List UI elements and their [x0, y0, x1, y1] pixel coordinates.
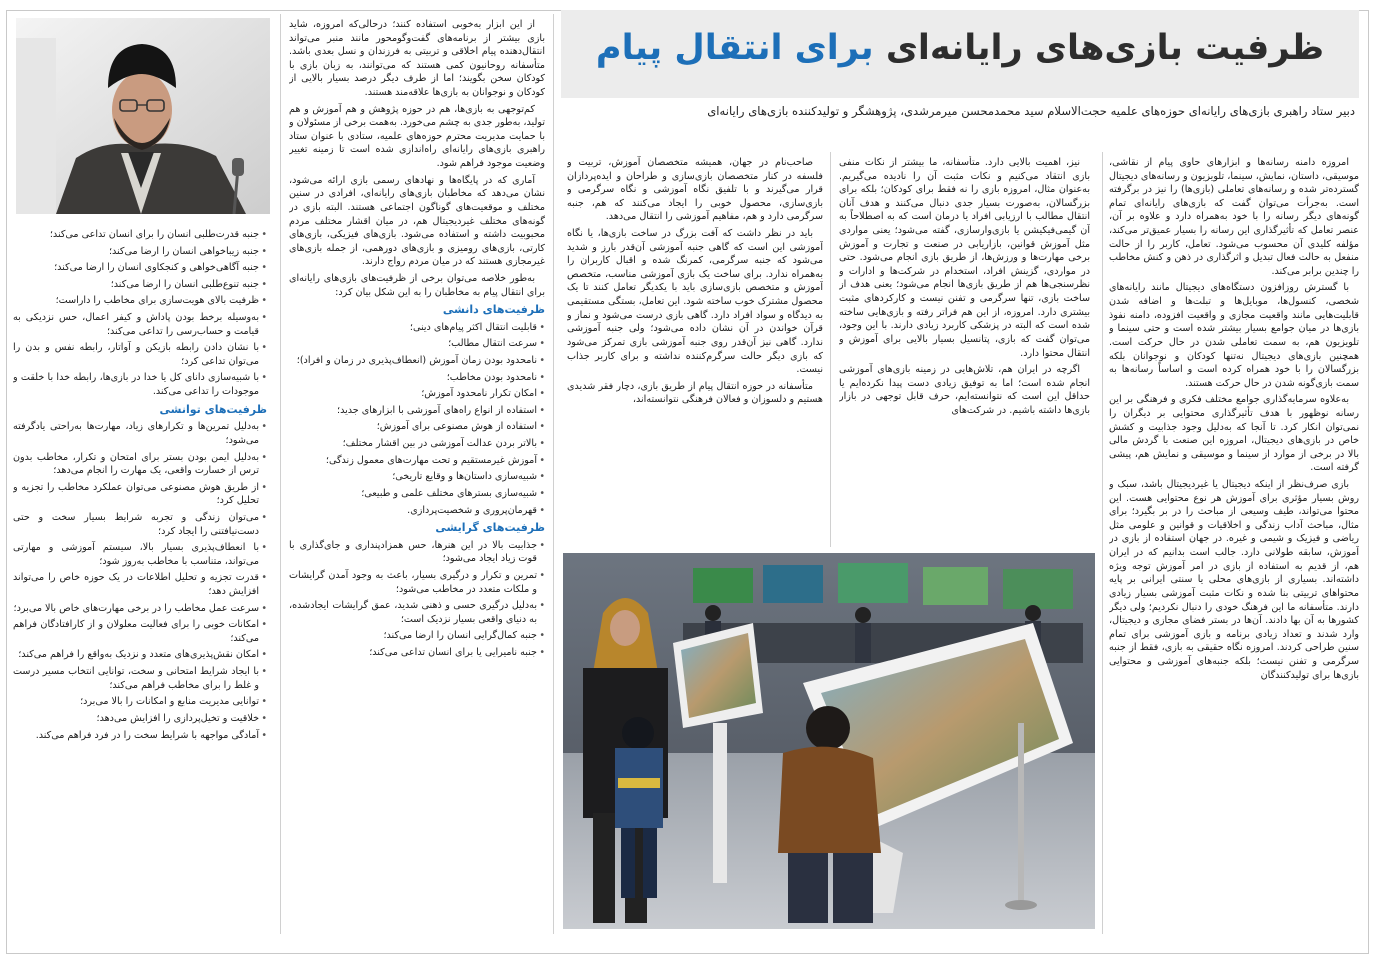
list-item: • توانایی مدیریت منابع و امکانات را بالا می‌برد؛: [13, 695, 267, 709]
list-item: • جنبه زیباخواهی انسان را ارضا می‌کند؛: [13, 245, 267, 259]
list-item: • استفاده از هوش مصنوعی برای آموزش؛: [289, 420, 545, 434]
list-item: • جنبه کمال‌گرایی انسان را ارضا می‌کند؛: [289, 629, 545, 643]
list-item: • تمرین و تکرار و درگیری بسیار، باعث به وجود آمدن گرایشات و ملکات متعدد در مخاطب می‌شود؛: [289, 569, 545, 596]
column-divider: [280, 14, 281, 934]
paragraph: نیز، اهمیت بالایی دارد. متأسفانه، ما بیشتر از نکات منفی بازی انتقاد می‌کنیم و نکات مثبت آن را نادیده می‌گیریم. به‌عنوان مثال، امروزه بازی را نه فقط برای کودکان؛ بلکه برای بزرگسالان، به‌صورت بسیار جدی دنبال می‌کنند و هدف آنان انتقال مطالب با ارزیابی افراد یا درمان است که به اصطلاحاً به آن گیمی‌فیکیشن یا بازی‌وارسازی، گفته می‌شود؛ یعنی مواردی مثل آموزش قوانین، بازاریابی در صنعت و تجارت و آموزش برخی مهارت‌ها و ورزش‌ها، از طریق بازی انجام می‌شود. حتی در مواردی، گزینش افراد، استخدام در شرکت‌ها و ادارات و نظرسنجی‌ها هم از طریق بازی‌ها انجام می‌شود؛ یعنی هدف از ساخت بازی، تنها سرگرمی و تفنن نیست و کارکردهای مثبت بیشتری دارد. امروزه، از این هم فراتر رفته و بازی‌هایی ساخته شده است که البته در پزشکی کاربرد زیادی دارند. با این وجود، می‌توان گفت که بازی، پتانسیل بسیار بالایی برای آموزش و انتقال محتوا دارد.: [839, 157, 1090, 359]
list-item: • نامحدود بودن زمان آموزش (انعطاف‌پذیری در زمان و افراد)؛: [289, 354, 545, 368]
list-item: • به‌دلیل ایمن بودن بستر برای امتحان و تکرار، مخاطب بدون ترس از خسارت واقعی، یک مهارت را انجام می‌دهد؛: [13, 451, 267, 478]
paragraph: امروزه دامنه رسانه‌ها و ابزارهای حاوی پیام از نقاشی، موسیقی، داستان، نمایش، سینما، تلویزیون و رسانه‌های دیجیتال گسترده‌تر شده و رسانه‌های تعاملی (بازی‌ها) را نیز در برگرفته است. به‌جرأت می‌توان گفت که بازی‌های رایانه‌ای تمام گونه‌های دیگر رسانه را با خود به‌همراه دارد و علاوه بر آن، عنصر تعامل که تأثیرگذاری این رسانه را بسیار عمیق‌تر می‌کند، مؤلفه کلیدی آن محسوب می‌شود. تعامل، کاربر را از حالت منفعل به حالت فعال تبدیل و اثرگذاری در ذهن و کنش مخاطب را چندین برابر می‌کند.: [1109, 157, 1359, 277]
column-5: [13, 228, 267, 932]
list-item: • با شبیه‌سازی دانای کل یا خدا در بازی‌ها، رابطه خدا با خلقت و موجودات را تداعی می‌کند.: [13, 371, 267, 398]
list-item: • با انعطاف‌پذیری بسیار بالا، سیستم آموزشی و مهارتی می‌تواند، متناسب با مخاطب به‌روز شود؛: [13, 541, 267, 568]
column-divider: [1102, 152, 1103, 934]
subtitle: دبیر ستاد راهبری بازی‌های رایانه‌ای حوزه‌های علمیه حجت‌الاسلام سید محمدمحسن میرمرشدی، پژوهشگر و تولیدکننده بازی‌های رایانه‌ای: [707, 104, 1355, 118]
list-item: • سرعت انتقال مطالب؛: [289, 337, 545, 351]
list-item: • قدرت تجزیه و تحلیل اطلاعات در یک حوزه خاص را می‌تواند افزایش دهد؛: [13, 571, 267, 598]
headline: [561, 28, 1359, 68]
column-divider: [553, 14, 554, 934]
paragraph: به‌طور خلاصه می‌توان برخی از ظرفیت‌های بازی‌های رایانه‌ای برای انتقال پیام به مخاطبان را به این شکل بیان کرد:: [289, 272, 545, 298]
list-item: • جنبه نامیرایی یا برای انسان تداعی می‌کند؛: [289, 646, 545, 660]
column-divider: [830, 152, 831, 547]
list-item: • آموزش غیرمستقیم و تحت مهارت‌های معمول زندگی؛: [289, 454, 545, 468]
list-item: • امکان نقش‌پذیری‌های متعدد و نزدیک به‌واقع را فراهم می‌کند؛: [13, 648, 267, 662]
list-item: • نامحدود بودن مخاطب؛: [289, 371, 545, 385]
list-item: • بالاتر بردن عدالت آموزشی در بین اقشار مختلف؛: [289, 437, 545, 451]
list-item: • جذابیت بالا در این هنرها، حس همزادپنداری و جای‌گذاری با قوت زیاد ایجاد می‌شود؛: [289, 539, 545, 566]
paragraph: صاحب‌نام در جهان، همیشه متخصصان آموزش، تربیت و فلسفه در کنار متخصصان بازی‌سازی و طراحان و ایده‌پردازان قرار می‌گیرند و با تلفیق نگاه آموزشی و نگاه سرگرمی و بازی‌سازی، محصول خوبی را ایجاد می‌کنند که هم، جنبه سرگرمی دارد و هم، مفاهیم آموزشی را انتقال می‌دهد.: [567, 157, 823, 223]
list-item: • جنبه آگاهی‌خواهی و کنجکاوی انسان را ارضا می‌کند؛: [13, 261, 267, 275]
list-item: • امکان تکرار نامحدود آموزش؛: [289, 387, 545, 401]
paragraph: از این ابزار به‌خوبی استفاده کنند؛ درحالی‌که امروزه، شاید بازی بیشتر از برنامه‌های گفت‌وگومحور مانند منبر می‌تواند انتقال‌دهنده پیام اخلاقی و تربیتی به فرزندان و نسل بعدی باشد. متأسفانه روحانیون کمی هستند که می‌توانند، به زبان بازی با کودکان سخن بگویند؛ اما از طرف دیگر درصد بسیار بالایی از کودکان و نوجوانان به بازی‌ها علاقه‌مند هستند.: [289, 19, 545, 99]
list-item: • با ایجاد شرایط امتحانی و سخت، توانایی انتخاب مسیر درست و غلط را برای مخاطب فراهم می‌کند؛: [13, 665, 267, 692]
list-item: • آمادگی مواجهه با شرایط سخت را در فرد فراهم می‌کند.: [13, 729, 267, 743]
main-photo-illustration: [563, 553, 1095, 929]
list-item: • با نشان دادن رابطه بازیکن و آواتار، رابطه نفس و بدن را می‌توان تداعی کرد؛: [13, 341, 267, 368]
list-item: • جنبه قدرت‌طلبی انسان را برای انسان تداعی می‌کند؛: [13, 228, 267, 242]
list-item: • سرعت عمل مخاطب را در برخی مهارت‌های خاص بالا می‌برد؛: [13, 602, 267, 616]
paragraph: آماری که در پایگاه‌ها و نهادهای رسمی بازی ارائه می‌شود، نشان می‌دهد که مخاطبان بازی‌های رایانه‌ای، افرادی در سنین مختلف و موقعیت‌های گوناگون اجتماعی هستند. البته بازی در گونه‌های مختلف غیردیجیتال هم، در میان اقشار مختلف مردم محبوبیت داشته و استفاده می‌شود. بازی‌های فیزیکی، بازی‌های کارتی، بازی‌های رومیزی و بازی‌های دورهمی، از جمله بازی‌های غیرمجازی هستند که در میان مردم رواج دارند.: [289, 174, 545, 268]
list-item: • شبیه‌سازی داستان‌ها و وقایع تاریخی؛: [289, 470, 545, 484]
list-item: • خلاقیت و تخیل‌پردازی را افزایش می‌دهد؛: [13, 712, 267, 726]
column-4: [289, 18, 545, 930]
column-2: [839, 156, 1090, 546]
list-item: • به‌وسیله برخط بودن پاداش و کیفر اعمال، حس نزدیکی به قیامت و حساب‌رسی را تداعی می‌کند؛: [13, 311, 267, 338]
section-heading: ظرفیت‌های توانشی: [159, 402, 267, 416]
list-item: • به‌دلیل تمرین‌ها و تکرارهای زیاد، مهارت‌ها به‌راحتی یادگرفته می‌شود؛: [13, 420, 267, 447]
list-item: • جنبه تنوع‌طلبی انسان را ارضا می‌کند؛: [13, 278, 267, 292]
list-item: • قابلیت انتقال اکثر پیام‌های دینی؛: [289, 321, 545, 335]
main-photo: [563, 553, 1095, 929]
column-1: [1109, 156, 1359, 930]
list-item: • شبیه‌سازی بسترهای مختلف علمی و طبیعی؛: [289, 487, 545, 501]
paragraph: بازی صرف‌نظر از اینکه دیجیتال یا غیردیجیتال باشد، سبک و روش بسیار مؤثری برای آموزش هر نوع محتوایی هست. این محتوا می‌تواند، طیف وسیعی از مباحث را در بر بگیرد؛ برای مثال، مباحث آداب زندگی و اخلاقیات و قوانین و علومی مثل ریاضی و فیزیک و شیمی و غیره. در جهان استفاده از بازی در آموزش، سابقه طولانی دارد. جالب است بدانیم که در ایران هم، از قدیم به استفاده از بازی در امر آموزش توجه ویژه داشته‌اند. بسیاری از بازی‌های محلی یا سنتی ایرانی بر پایه محتواهای تربیتی بنا شده و نکات مثبت آموزشی بسیار زیادی دارند. متأسفانه ما این فرهنگ خودی را دنبال نکردیم؛ ولی دیگر کشورها به آن بها دادند. آن‌ها در بستر فضای مجازی و دیجیتال، وارد شدند و تعداد زیادی برنامه و بازی آموزشی برای تمام سنین طراحی کردند. امروزه نگاه حقیقی به بازی، فقط از جنبه سرگرمی و تفنن نیست؛ بلکه جنبه‌های آموزشی و محتوایی بازی‌ها برای تولیدکنندگان: [1109, 479, 1359, 681]
list-item: • ظرفیت بالای هویت‌سازی برای مخاطب را داراست؛: [13, 294, 267, 308]
author-portrait: [16, 18, 270, 214]
paragraph: اگرچه در ایران هم، تلاش‌هایی در زمینه بازی‌های آموزشی انجام شده است؛ اما به توفیق زیادی دست پیدا نکرده‌ایم یا حداقل این است که نتوانسته‌ایم، حرف قابل توجهی در بازار بازی‌ها داشته باشیم. در شرکت‌های: [839, 364, 1090, 416]
headline-part-2: برای انتقال پیام: [595, 28, 874, 68]
list-item: • قهرمان‌پروری و شخصیت‌پردازی.: [289, 504, 545, 518]
paragraph: متأسفانه در حوزه انتقال پیام از طریق بازی، دچار فقر شدیدی هستیم و دلسوزان و فعالان فرهنگی نتوانسته‌اند،: [567, 380, 823, 406]
list-item: • به‌دلیل درگیری حسی و ذهنی شدید، عمق گرایشات ایجادشده، به دنیای واقعی بسیار نزدیک است؛: [289, 599, 545, 626]
section-heading: ظرفیت‌های دانشی: [442, 303, 545, 317]
list-item: • می‌توان زندگی و تجربه شرایط بسیار سخت و حتی دست‌نیافتنی را ایجاد کرد؛: [13, 511, 267, 538]
list-item: • استفاده از انواع راه‌های آموزشی با ابزارهای جدید؛: [289, 404, 545, 418]
author-portrait-illustration: [16, 18, 270, 214]
headline-part-1: ظرفیت بازی‌های رایانه‌ای: [885, 28, 1325, 68]
paragraph: باید در نظر داشت که آفت بزرگ در ساخت بازی‌ها، یا نگاه آموزشی این است که گاهی جنبه آموزشی آن‌قدر بارز و شدید می‌شود که جنبه سرگرمی، کمرنگ شده و اقبال کاربران را به‌همراه ندارد. برای ساخت یک بازی آموزشی مناسب، متخصص آموزش و متخصص بازی‌سازی باید با یکدیگر تعامل کنند تا یک محصول مشترک خوب ساخته شود. این تعامل، بستگی مستقیمی به دیدگاه و سواد افراد دارد. گاهی بازی درست می‌شود و نماز و قرآن خواندن در آن نشان داده می‌شود؛ ولی جنبه آموزشی ندارد. گاهی نیز آن‌قدر روی جنبه آموزشی بازی تمرکز می‌شود که بازی دیگر حالت سرگرم‌کننده نداشته و برای کاربر جذاب نیست.: [567, 228, 823, 376]
paragraph: با گسترش روزافزون دستگاه‌های دیجیتال مانند رایانه‌های شخصی، کنسول‌ها، موبایل‌ها و تبلت‌ها و اضافه شدن قابلیت‌هایی مانند واقعیت مجازی و واقعیت افزوده، دامنه نفوذ بازی‌ها در میان جوامع بسیار بیشتر شده است و حتی سینما و تلویزیون هم، به سمت تعاملی شدن در حال حرکت است. همچنین بازی‌های دیجیتال نه‌تنها کودکان و نوجوانان بلکه بزرگسالان را با خود همراه کرده است و اساساً رسانه‌ها به سمت بازی‌گونه شدن در حال حرکت هستند.: [1109, 282, 1359, 389]
section-heading: ظرفیت‌های گرایشی: [435, 521, 545, 535]
column-3: [567, 156, 823, 546]
paragraph: کم‌توجهی به بازی‌ها، هم در حوزه پژوهش و هم آموزش و هم تولید، به‌طور جدی به چشم می‌خورد. به‌همت برخی از مسئولان و با حمایت مدیریت محترم حوزه‌های علمیه، ستادی با عنوان ستاد راهبری بازی‌های رایانه‌ای راه‌اندازی شده است تا زمینه تغییر وضعیت موجود فراهم شود.: [289, 103, 545, 170]
paragraph: به‌علاوه سرمایه‌گذاری جوامع مختلف فکری و فرهنگی بر این رسانه نوظهور با هدف تأثیرگذاری محتوایی بر دیگران را نمی‌توان انکار کرد. تا آنجا که به‌دلیل وجود جذابیت و کشش خاص در بازی‌های دیجیتال، امروزه این صنعت با گردش مالی بالا در برخی از موارد از سینما و موسیقی و نمایش هم، پیشی گرفته است.: [1109, 394, 1359, 474]
list-item: • امکانات خوبی را برای فعالیت معلولان و از کارافتادگان فراهم می‌کند؛: [13, 618, 267, 645]
list-item: • از طریق هوش مصنوعی می‌توان عملکرد مخاطب را تجزیه و تحلیل کرد؛: [13, 481, 267, 508]
